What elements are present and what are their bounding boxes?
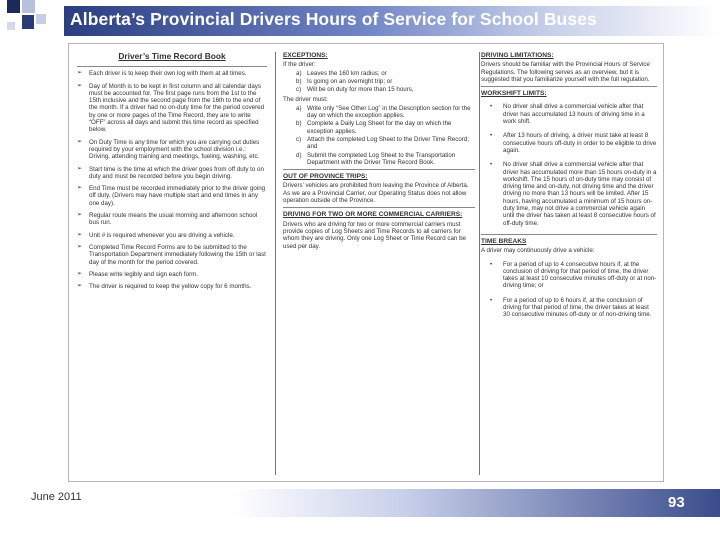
list-item: • No driver shall drive a commercial vehicle after that driver has accumulated more than 15 hours on-duty in a workshift. The 15 hours of on-duty time may consist of driving time and on-duty, not driving time and the driver driving no more than 13 hours will be limited. After 15 hours, having accumulated a minimum of 15 hours on-duty time, may not drive a commercial vehicle again until the driver has taken at least 8 consecutive hours of off-duty time. xyxy=(490,161,657,227)
driver-must-text: The driver must: xyxy=(283,96,328,104)
workshift-heading: WORKSHIFT LIMITS: xyxy=(481,90,547,98)
list-item: ➢ Please write legibly and sign each form. xyxy=(77,270,199,278)
driving-limitations-heading: DRIVING LIMITATIONS: xyxy=(481,52,554,59)
column-divider-2 xyxy=(479,52,480,475)
decor-square-light-3 xyxy=(7,22,15,30)
decor-square-light-2 xyxy=(36,14,46,24)
arrow-bullet-icon: ➢ xyxy=(77,270,83,277)
list-item: b) Complete a Daily Log Sheet for the day on which the exception applies. xyxy=(296,120,452,135)
bullet-dot-icon: • xyxy=(490,260,493,268)
arrow-bullet-icon: ➢ xyxy=(77,70,83,77)
list-item: a) Write only “See Other Log” in the Description section for the day on which the exception applies. xyxy=(296,104,471,120)
list-item: ➢ The driver is required to keep the yellow copy for 6 months. xyxy=(77,283,252,291)
if-driver-text: If the driver: xyxy=(283,61,316,69)
slide-title: Alberta’s Provincial Drivers Hours of Service for School Buses xyxy=(70,9,597,29)
list-item: a) Leaves the 160 km radius; or xyxy=(296,69,387,77)
list-item: ➢ Start time is the time at which the driver goes from off duty to on duty and must be recorded before you begin driving. xyxy=(77,165,264,180)
column-driving-limitations xyxy=(481,52,657,475)
list-item: c) Will be on duty for more than 15 hours, xyxy=(296,86,414,94)
divider xyxy=(481,234,657,235)
divider xyxy=(77,66,267,67)
decor-square-light-1 xyxy=(22,0,35,13)
arrow-bullet-icon: ➢ xyxy=(77,212,83,219)
divider xyxy=(283,169,475,170)
list-item: ➢ On Duty Time is any time for which you are carrying out duties required by your employment with the school division i.e.: Driving, attending training and meetings, fueling, washing, etc. xyxy=(77,138,260,161)
column-time-record-book xyxy=(77,52,267,475)
bullet-dot-icon: • xyxy=(490,103,493,111)
out-of-province-text: Drivers’ vehicles are prohibited from leaving the Province of Alberta. As we are a Provincial Carrier, our Operating Status does not allow operation outside of the Province. xyxy=(283,182,469,205)
decor-square-dark-2 xyxy=(22,15,34,29)
arrow-bullet-icon: ➢ xyxy=(77,231,83,238)
out-of-province-heading: OUT OF PROVINCE TRIPS: xyxy=(283,173,368,181)
arrow-bullet-icon: ➢ xyxy=(77,243,83,250)
list-item: • For a period of up to 6 hours if, at the conclusion of driving for that period of time, the driver takes at least 30 consecutive minutes off-duty or of non-driving time. xyxy=(490,296,652,319)
footer-bar xyxy=(232,489,720,517)
two-carriers-heading: DRIVING FOR TWO OR MORE COMMERCIAL CARRIERS: xyxy=(283,211,463,219)
list-item: ➢ Unit # is required whenever you are driving a vehicle. xyxy=(77,231,235,239)
list-item: c) Attach the completed Log Sheet to the Driver Time Record; and xyxy=(296,135,469,151)
decor-square-dark-1 xyxy=(7,0,20,13)
column-divider-1 xyxy=(275,52,276,475)
list-item: d) Submit the completed Log Sheet to the Transportation Department with the Driver Time Record Book. xyxy=(296,151,456,166)
list-item: • For a period of up to 4 consecutive hours if, at the conclusion of driving for that period of time, the driver takes at least 10 consecutive minutes off-duty or at non-driving time; or xyxy=(490,260,657,290)
list-item: • No driver shall drive a commercial vehicle after that driver has accumulated 13 hours of driving time in a work shift. xyxy=(490,103,645,126)
arrow-bullet-icon: ➢ xyxy=(77,82,83,89)
bullet-dot-icon: • xyxy=(490,161,493,169)
list-item: • After 13 hours of driving, a driver must take at least 8 consecutive hours off-duty in order to be eligible to drive again. xyxy=(490,132,657,154)
arrow-bullet-icon: ➢ xyxy=(77,165,83,172)
page-number: 93 xyxy=(668,494,685,511)
list-item: ➢ Regular route means the usual morning and afternoon school bus run. xyxy=(77,212,258,227)
arrow-bullet-icon: ➢ xyxy=(77,185,83,192)
list-item: ➢ End Time must be recorded immediately prior to the driver going off duty. (Drivers may have multiple start and end times in any one day). xyxy=(77,185,266,207)
time-breaks-text: A driver may continuously drive a vehicle: xyxy=(481,247,595,255)
exceptions-heading: EXCEPTIONS: xyxy=(283,52,328,59)
two-carriers-text: Drivers who are driving for two or more commercial carriers must provide copies of Log Sheets and Time Records to all carriers for whom they are driving. Only one Log Sheet or Time Record can be used per day. xyxy=(283,220,466,250)
list-item: ➢ Day of Month is to be kept in first column and all calendar days must be accounted for. The first page runs from the 1st to the 15th inclusive and the second page from the 16th to the end of the month. If a driver had no on-duty time for the period covered by one or more pages of the Time Record, they are to write “OFF” across all days and submit this time record as specified below. xyxy=(77,82,265,134)
divider xyxy=(283,207,475,208)
bullet-dot-icon: • xyxy=(490,296,493,304)
time-breaks-heading: TIME BREAKS xyxy=(481,237,527,245)
column-exceptions xyxy=(283,52,475,475)
list-item: ➢ Each driver is to keep their own log with them at all times. xyxy=(77,70,247,78)
time-record-book-title: Driver’s Time Record Book xyxy=(118,52,226,61)
bullet-dot-icon: • xyxy=(490,132,493,140)
document-scan xyxy=(68,43,664,482)
list-item: ➢ Completed Time Record Forms are to be submitted to the Transportation Department immediately following the 15th or last day of the month for the period covered. xyxy=(77,243,266,266)
divider xyxy=(481,86,657,87)
arrow-bullet-icon: ➢ xyxy=(77,138,83,145)
driving-limitations-text: Drivers should be familiar with the Provincial Hours of Service Regulations. The following serves as an overview, but it is suggested that you familiarize yourself with the full regulation. xyxy=(481,61,650,83)
arrow-bullet-icon: ➢ xyxy=(77,283,83,290)
list-item: b) Is going on an overnight trip; or xyxy=(296,77,393,85)
footer-date: June 2011 xyxy=(31,491,82,503)
